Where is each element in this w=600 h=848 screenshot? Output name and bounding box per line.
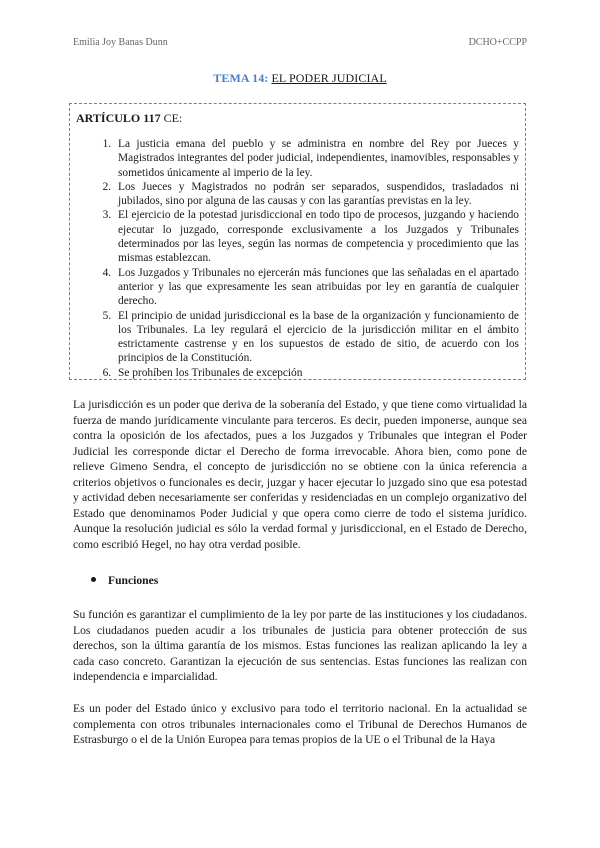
article-item: 1. La justicia emana del pueblo y se administra en nombre del Rey por Jueces y Magistrados integrantes del poder judicial, independientes, inamovibles, responsables y sometidos únicamente al imperio de la ley. <box>114 137 519 180</box>
article-item: 5. El principio de unidad jurisdiccional es la base de la organización y funcionamiento de los Tribunales. La ley regulará el ejercicio de la jurisdicción militar en el ámbito estrictamente castrense y en los supuestos de estado de sitio, de acuerdo con los principios de la Constitución. <box>114 309 519 366</box>
article-label: ARTÍCULO 117 <box>76 111 161 125</box>
article-list <box>76 137 519 380</box>
article-item: 6. Se prohíben los Tribunales de excepción <box>114 366 519 380</box>
header-course: DCHO+CCPP <box>468 37 527 48</box>
title-text: EL PODER JUDICIAL <box>271 71 387 85</box>
article-suffix: CE: <box>160 111 183 125</box>
article-heading <box>76 111 519 126</box>
paragraph-funciones: Su función es garantizar el cumplimiento de la ley por parte de las instituciones y los ciudadanos. Los ciudadanos pueden acudir a los tribunales de justicia para obtener protección de sus derechos, son la última garantía de los mismos. Estas funciones las realizan aplicando la ley a cada caso concreto. Garantizan la ejecución de sus sentencias. Estas funciones las realizan con independencia e imparcialidad. <box>73 608 527 683</box>
bullet-icon <box>91 577 96 582</box>
header-author: Emilia Joy Banas Dunn <box>73 37 168 48</box>
article-item: 2. Los Jueces y Magistrados no podrán ser separados, suspendidos, trasladados ni jubilados, sino por alguna de las causas y con las garantías previstas en la ley. <box>114 180 519 209</box>
paragraph-poder-estado: Es un poder del Estado único y exclusivo para todo el territorio nacional. En la actualidad se complementa con otros tribunales internacionales como el Tribunal de Derechos Humanos de Estrasburgo o el de la Unión Europea para temas propios de la UE o el Tribunal de la Haya <box>73 702 527 746</box>
functions-heading-text: Funciones <box>108 574 159 587</box>
article-box <box>69 103 526 380</box>
paragraph-jurisdiccion: La jurisdicción es un poder que deriva de la soberanía del Estado, y que tiene como virtualidad la fuerza de mando jurídicamente vinculante para terceros. Es decir, pueden imponerse, aunque sea contra la oposición de los afectados, pues a los Juzgados y Tribunales que integran el Poder Judicial les corresponde dictar el Derecho de forma irrevocable. Ahora bien, como pone de relieve Gimeno Sendra, el concepto de jurisdicción no se obtiene con la única referencia a criterios objetivos o funcionales es decir, juzgar y hacer ejecutar lo juzgado sino que esa potestad y actividad deben necesariamente ser conferidas y residenciadas en un complejo organizativo del Estado que denominamos Poder Judicial y que opera como cierre de todo el sistema jurídico. Aunque la resolución judicial es sólo la verdad formal y jurisdiccional, en el Estado de Derecho, como escribió Hegel, no hay otra verdad posible. <box>73 398 527 551</box>
article-item: 4. Los Juzgados y Tribunales no ejercerán más funciones que las señaladas en el apartado anterior y las que expresamente les sean atribuidas por ley en garantía de cualquier derecho. <box>114 266 519 309</box>
functions-heading <box>91 574 158 587</box>
page-title <box>0 71 600 86</box>
title-number: TEMA 14: <box>213 71 269 85</box>
article-item: 3. El ejercicio de la potestad jurisdiccional en todo tipo de procesos, juzgando y haciendo ejecutar lo juzgado, corresponde exclusivamente a los Juzgados y Tribunales determinados por las leyes, según las normas de competencia y procedimiento que las mismas establezcan. <box>114 208 519 265</box>
